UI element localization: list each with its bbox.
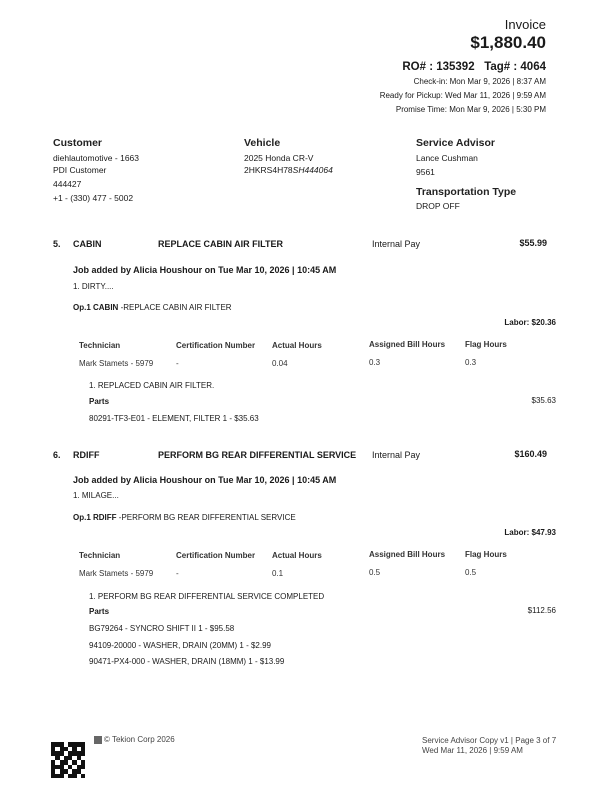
vehicle-model: 2025 Honda CR-V (244, 153, 314, 163)
qr-code (51, 742, 85, 778)
customer-phone: +1 - (330) 477 - 5002 (53, 193, 134, 203)
ro-tag-line (402, 61, 546, 73)
customer-label: Customer (53, 137, 103, 149)
part-line: 90471-PX4-000 - WASHER, DRAIN (18MM) 1 - $13.99 (89, 657, 285, 666)
actual-hours: 0.04 (272, 359, 288, 368)
job-note: 1. MILAGE... (73, 491, 119, 500)
customer-block (53, 137, 139, 204)
operation-desc: -REPLACE CABIN AIR FILTER (118, 303, 232, 312)
transport-value: DROP OFF (416, 201, 460, 211)
labor-total: Labor: $47.93 (504, 528, 556, 537)
labor-total: Labor: $20.36 (504, 318, 556, 327)
col-assigned-hours: Assigned Bill Hours (369, 340, 446, 349)
part-line: BG79264 - SYNCRO SHIFT II 1 - $95.58 (89, 624, 235, 633)
footer-copy-info: Service Advisor Copy v1 | Page 3 of 7 (422, 736, 557, 745)
col-flag-hours: Flag Hours (465, 550, 507, 559)
work-performed: 1. REPLACED CABIN AIR FILTER. (89, 381, 215, 390)
vehicle-label: Vehicle (244, 137, 281, 149)
checkin-time: Check-in: Mon Mar 9, 2026 | 8:37 AM (413, 77, 546, 86)
advisor-block (416, 137, 516, 212)
flag-hours: 0.3 (465, 358, 477, 367)
parts-total: $35.63 (531, 396, 556, 405)
transport-label: Transportation Type (416, 186, 517, 198)
assigned-hours: 0.3 (369, 358, 381, 367)
vin-prefix: 2HKRS4H78 (244, 165, 293, 175)
promise-time: Promise Time: Mon Mar 9, 2026 | 5:30 PM (395, 105, 546, 114)
work-performed: 1. PERFORM BG REAR DIFFERENTIAL SERVICE COMPLETED (89, 592, 325, 601)
job-pay-type: Internal Pay (372, 239, 421, 249)
job-description: PERFORM BG REAR DIFFERENTIAL SERVICE (158, 450, 357, 460)
flag-hours: 0.5 (465, 568, 477, 577)
vin-suffix: SH444064 (292, 165, 333, 175)
job-description: REPLACE CABIN AIR FILTER (158, 239, 283, 249)
job-added-by: Job added by Alicia Houshour on Tue Mar 10, 2026 | 10:45 AM (73, 265, 337, 275)
col-technician: Technician (79, 341, 121, 350)
technician-name: Mark Stamets - 5979 (79, 359, 154, 368)
certification-number: - (176, 569, 179, 578)
operation-line (73, 513, 296, 522)
invoice-title: Invoice (504, 17, 546, 32)
assigned-hours: 0.5 (369, 568, 381, 577)
customer-name: diehlautomotive - 1663 (53, 153, 140, 163)
tag-number: Tag# : 4064 (484, 61, 546, 73)
advisor-label: Service Advisor (416, 137, 495, 149)
vehicle-block (244, 137, 333, 176)
col-certification: Certification Number (176, 341, 256, 350)
parts-label: Parts (89, 397, 110, 406)
tekion-logo-icon (94, 736, 102, 744)
job-note: 1. DIRTY.... (73, 282, 114, 291)
actual-hours: 0.1 (272, 569, 284, 578)
invoice-total: $1,880.40 (470, 33, 546, 52)
part-line: 94109-20000 - WASHER, DRAIN (20MM) 1 - $2.99 (89, 641, 271, 650)
customer-id: 444427 (53, 179, 82, 189)
job-code: RDIFF (73, 450, 100, 460)
job-added-by: Job added by Alicia Houshour on Tue Mar 10, 2026 | 10:45 AM (73, 475, 337, 485)
operation-code: Op.1 RDIFF (73, 513, 117, 522)
advisor-id: 9561 (416, 167, 435, 177)
ready-time: Ready for Pickup: Wed Mar 11, 2026 | 9:59 AM (379, 91, 546, 100)
col-certification: Certification Number (176, 551, 256, 560)
vehicle-vin (244, 164, 333, 176)
col-actual-hours: Actual Hours (272, 341, 322, 350)
job-amount: $55.99 (519, 238, 547, 248)
footer-printed-time: Wed Mar 11, 2026 | 9:59 AM (422, 746, 523, 755)
job-code: CABIN (73, 239, 102, 249)
job-number: 5. (53, 239, 61, 249)
job-amount: $160.49 (514, 449, 547, 459)
customer-type: PDI Customer (53, 165, 107, 175)
operation-code: Op.1 CABIN (73, 303, 119, 312)
operation-desc: -PERFORM BG REAR DIFFERENTIAL SERVICE (116, 513, 296, 522)
ro-number: RO# : 135392 (402, 61, 475, 73)
certification-number: - (176, 359, 179, 368)
parts-label: Parts (89, 607, 110, 616)
job-pay-type: Internal Pay (372, 450, 421, 460)
col-assigned-hours: Assigned Bill Hours (369, 550, 446, 559)
job-number: 6. (53, 450, 61, 460)
operation-line (73, 303, 232, 312)
parts-total: $112.56 (527, 606, 556, 615)
col-flag-hours: Flag Hours (465, 340, 507, 349)
col-technician: Technician (79, 551, 121, 560)
part-line: 80291-TF3-E01 - ELEMENT, FILTER 1 - $35.63 (89, 414, 259, 423)
technician-name: Mark Stamets - 5979 (79, 569, 154, 578)
footer-copyright: © Tekion Corp 2026 (104, 735, 175, 744)
col-actual-hours: Actual Hours (272, 551, 322, 560)
advisor-name: Lance Cushman (416, 153, 478, 163)
